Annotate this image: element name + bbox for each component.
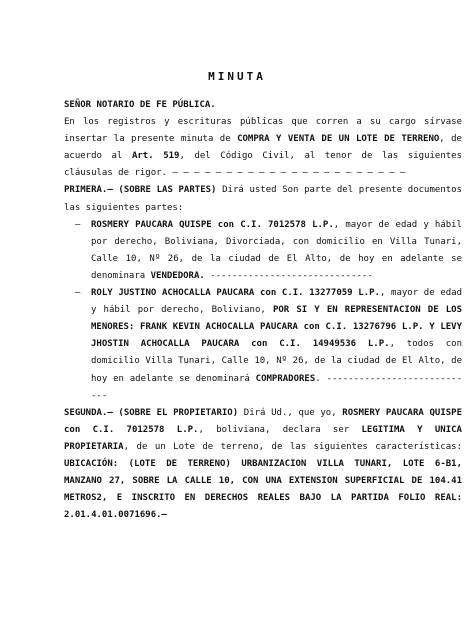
buyer-filler: . ---------------------------- — [91, 373, 462, 401]
owner-name: ROSMERY PAUCARA QUISPE con C.I. 7012578 L.P. — [64, 407, 462, 435]
intro-text-2: , de acuerdo al — [64, 134, 462, 162]
document-body — [64, 97, 462, 524]
intro-bold-1: COMPRA Y VENTA DE UN LOTE DE TERRENO — [237, 134, 440, 145]
clause-segunda-text-1: Dirá Ud., que yo, — [238, 407, 343, 418]
intro-paragraph — [64, 114, 462, 182]
buyer-details: , mayor de edad y hábil por derecho, Boliviano, — [91, 288, 462, 316]
addressee — [64, 97, 462, 114]
buyer-domicile: , todos con domicilio Villa Tunari, Calle 10, Nº 26, de la ciudad de El Alto, de hoy en adelante se denominará — [91, 339, 462, 384]
seller-role: VENDEDORA. — [150, 270, 205, 281]
clause-primera — [64, 182, 462, 216]
buyer-minors: POR SI Y EN REPRESENTACION DE LOS MENORES: FRANK KEVIN ACHOCALLA PAUCARA con C.I. 13276796 L.P. Y LEVY JHOSTIN ACHOCALLA PAUCARA con C.I. 14949536 L.P. — [91, 305, 462, 350]
clause-primera-text: Dirá usted Son parte del presente documentos las siguientes partes: — [64, 185, 462, 213]
bullet-dash: – — [75, 219, 81, 230]
clause-segunda-heading: SEGUNDA.– (SOBRE EL PROPIETARIO) — [64, 407, 239, 418]
addressee-text: SEÑOR NOTARIO DE FE PÚBLICA. — [64, 100, 216, 110]
document-title: MINUTA — [208, 70, 266, 83]
clause-segunda-text-3: , de un Lote de terreno, de las siguientes características: — [123, 441, 462, 452]
intro-text-3: , del Código Civil, al tenor de las siguientes cláusulas de rigor. – – – – – – – – – – – – – – – – – – – – – – — [64, 151, 462, 179]
bullet-dash: – — [75, 288, 81, 299]
clause-segunda-text-2: , boliviana, declara ser — [198, 424, 362, 435]
buyer-role: COMPRADORES — [255, 373, 316, 384]
intro-text-1: En los registros y escrituras públicas que corren a su cargo sírvase insertar la presente minuta de — [64, 117, 462, 145]
seller-name: ROSMERY PAUCARA QUISPE con C.I. 7012578 L.P. — [91, 219, 334, 230]
seller-filler: ------------------------------ — [204, 270, 373, 281]
party-item-seller — [64, 217, 462, 285]
intro-bold-2: Art. 519 — [131, 151, 180, 162]
buyer-name: ROLY JUSTINO ACHOCALLA PAUCARA con C.I. 13277059 L.P. — [91, 288, 380, 299]
clause-primera-heading: PRIMERA.– (SOBRE LAS PARTES) — [64, 185, 217, 196]
property-location: UBICACIÓN: (LOTE DE TERRENO) URBANIZACION VILLA TUNARI, LOTE 6-B1, MANZANO 27, SOBRE LA CALLE 10, CON UNA EXTENSION SUPERFICIAL DE 104.41 METROS2, E INSCRITO EN DERECHOS REALES BAJO LA PARTIDA FOLIO REAL: 2.01.4.01.0071696.– — [64, 458, 462, 521]
seller-details: , mayor de edad y hábil por derecho, Boliviana, Divorciada, con domicilio en Villa Tunari, Calle 10, Nº 26, de la ciudad de El Alto, de hoy en adelante se denominara — [91, 219, 463, 281]
clause-segunda — [64, 405, 462, 525]
party-item-buyers — [64, 285, 462, 405]
owner-status: LEGITIMA Y UNICA PROPIETARIA — [64, 424, 462, 452]
